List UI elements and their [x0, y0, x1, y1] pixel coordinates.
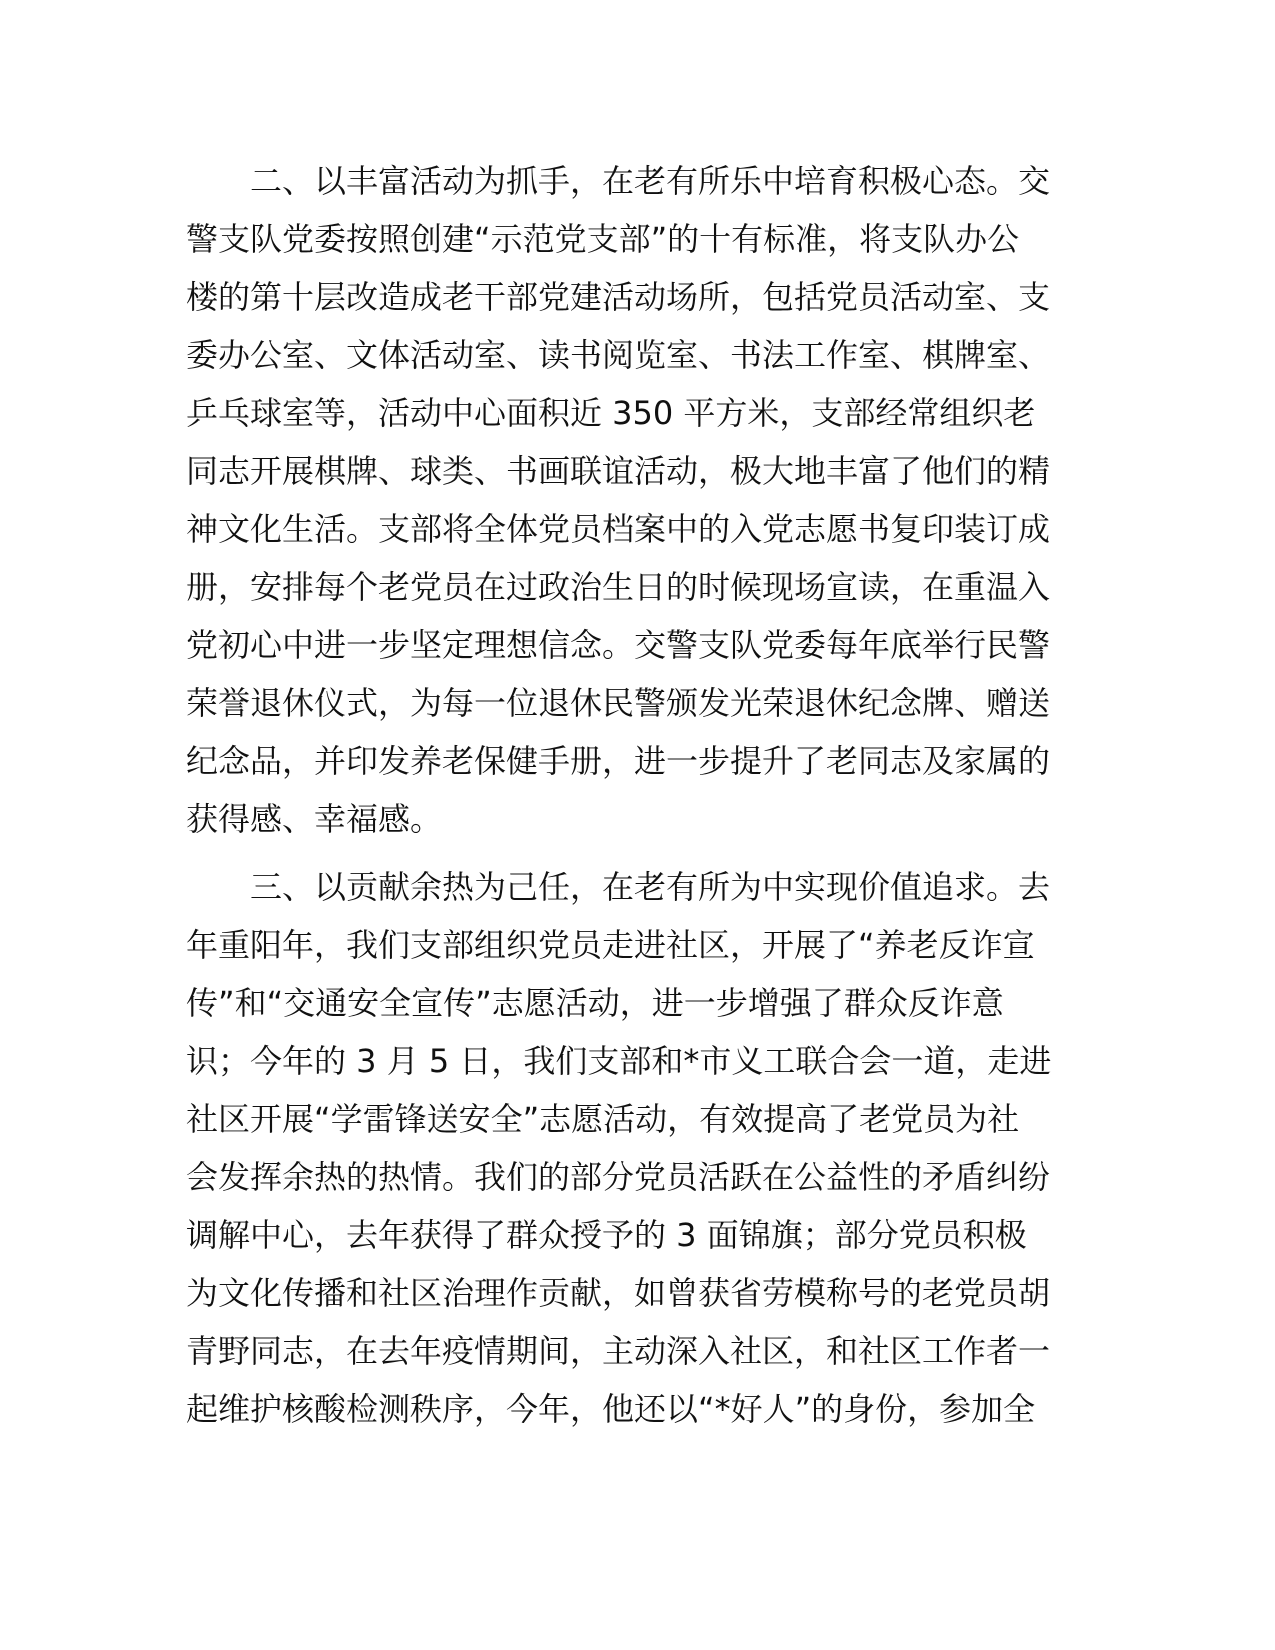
- paragraph-line: 三、以贡献余热为己任，在老有所为中实现价值追求。去: [250, 868, 1051, 906]
- paragraph-activities: [186, 152, 1096, 848]
- paragraph-line: 社区开展“学雷锋送安全”志愿活动，有效提高了老党员为社: [186, 1100, 1020, 1138]
- paragraph-line: 乒乓球室等，活动中心面积近 350 平方米，支部经常组织老: [186, 394, 1036, 432]
- paragraph-line: 为文化传播和社区治理作贡献，如曾获省劳模称号的老党员胡: [186, 1274, 1051, 1312]
- paragraph-line: 委办公室、文体活动室、读书阅览室、书法工作室、棋牌室、: [186, 336, 1051, 374]
- paragraph-line: 起维护核酸检测秩序，今年，他还以“*好人”的身份，参加全: [186, 1390, 1036, 1428]
- paragraph-line: 年重阳年，我们支部组织党员走进社区，开展了“养老反诈宣: [186, 926, 1035, 964]
- paragraph-line: 纪念品，并印发养老保健手册，进一步提升了老同志及家属的: [186, 742, 1051, 780]
- paragraph-line: 二、以丰富活动为抓手，在老有所乐中培育积极心态。交: [250, 162, 1051, 200]
- paragraph-contribution: [186, 858, 1096, 1438]
- paragraph-line: 荣誉退休仪式，为每一位退休民警颁发光荣退休纪念牌、赠送: [186, 684, 1051, 722]
- paragraph-line: 获得感、幸福感。: [186, 800, 443, 838]
- paragraph-line: 会发挥余热的热情。我们的部分党员活跃在公益性的矛盾纠纷: [186, 1158, 1051, 1196]
- paragraph-line: 识；今年的 3 月 5 日，我们支部和*市义工联合会一道，走进: [186, 1042, 1052, 1080]
- paragraph-line: 册，安排每个老党员在过政治生日的时候现场宣读，在重温入: [186, 568, 1051, 606]
- paragraph-line: 党初心中进一步坚定理想信念。交警支队党委每年底举行民警: [186, 626, 1051, 664]
- paragraph-line: 神文化生活。支部将全体党员档案中的入党志愿书复印装订成: [186, 510, 1051, 548]
- paragraph-line: 调解中心，去年获得了群众授予的 3 面锦旗；部分党员积极: [186, 1216, 1027, 1254]
- paragraph-line: 青野同志，在去年疫情期间，主动深入社区，和社区工作者一: [186, 1332, 1051, 1370]
- paragraph-line: 警支队党委按照创建“示范党支部”的十有标准，将支队办公: [186, 220, 1020, 258]
- paragraph-line: 传”和“交通安全宣传”志愿活动，进一步增强了群众反诈意: [186, 984, 1004, 1022]
- paragraph-line: 同志开展棋牌、球类、书画联谊活动，极大地丰富了他们的精: [186, 452, 1051, 490]
- document-body: [186, 152, 1096, 1438]
- paragraph-line: 楼的第十层改造成老干部党建活动场所，包括党员活动室、支: [186, 278, 1051, 316]
